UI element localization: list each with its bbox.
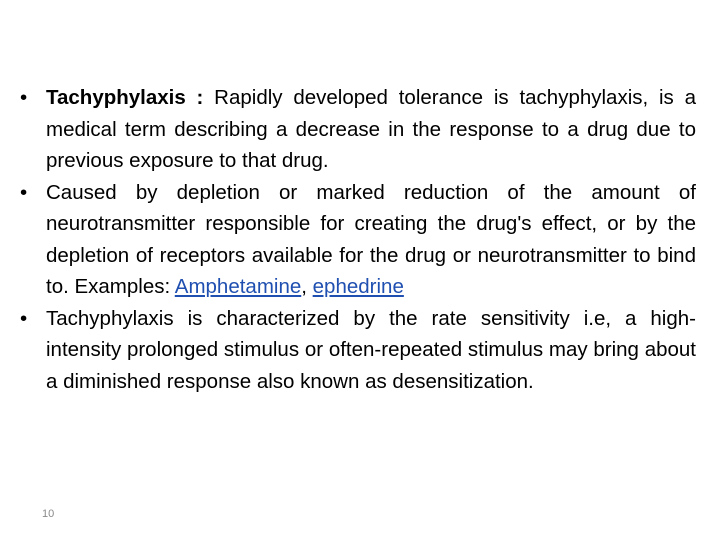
bullet-text: Rapidly developed tolerance is tachyphylaxis, is a medical term describing a decrease in the response to a drug due to previous exposure to that drug.	[46, 86, 696, 172]
page-number: 10	[42, 508, 55, 520]
bullet-icon: •	[20, 86, 28, 109]
bullet-icon: •	[20, 180, 28, 204]
bullet-item-tachyphylaxis-definition	[20, 82, 696, 177]
separator: ,	[301, 275, 307, 298]
term-label: Tachyphylaxis :	[46, 86, 204, 109]
amphetamine-link[interactable]: Amphetamine	[174, 275, 302, 298]
bullet-list	[20, 82, 696, 397]
bullet-item-cause	[20, 177, 696, 303]
bullet-item-characterization	[20, 303, 696, 398]
bullet-text: Tachyphylaxis is characterized by the rate sensitivity i.e, a high-intensity prolonged stimulus or often-repeated stimulus may bring about a diminished response also known as desensitization.	[46, 306, 696, 393]
bullet-text: Caused by depletion or marked reduction of the amount of neurotransmitter responsible for creating the drug's effect, or by the depletion of receptors available for the drug or neurotransmitter to bind to. Examples:	[46, 180, 696, 298]
ephedrine-link[interactable]: ephedrine	[312, 275, 404, 298]
bullet-icon: •	[20, 306, 28, 330]
